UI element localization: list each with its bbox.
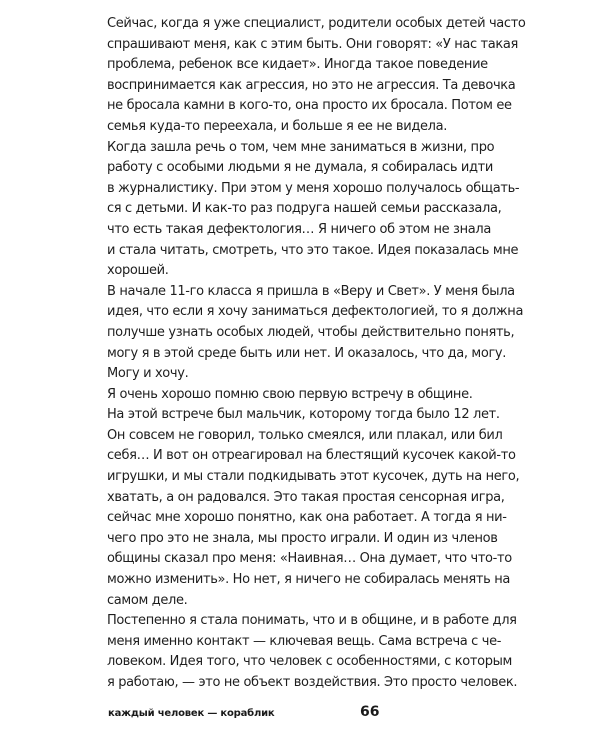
text-line: воспринимается как агрессия, но это не агрессия. Та девочка <box>107 77 516 93</box>
text-line: Я очень хорошо помню свою первую встречу в общине. <box>107 386 473 402</box>
text-line: чего про это не знала, мы просто играли. И один из членов <box>107 530 498 546</box>
text-line: самом деле. <box>107 592 188 608</box>
text-line: не бросала камни в кого-то, она просто их бросала. Потом ее <box>107 98 512 114</box>
text-line: В начале 11-го класса я пришла в «Веру и Свет». У меня была <box>107 283 515 299</box>
text-line: Могу и хочу. <box>107 366 189 382</box>
text-line: ся с детьми. И как-то раз подруга нашей семьи рассказала, <box>107 201 502 217</box>
text-line: Постепенно я стала понимать, что и в общине, и в работе для <box>107 613 517 629</box>
page-number: 66 <box>360 704 380 720</box>
text-line: Он совсем не говорил, только смеялся, или плакал, или бил <box>107 427 503 443</box>
text-line: На этой встрече был мальчик, которому тогда было 12 лет. <box>107 407 500 423</box>
text-line: идея, что если я хочу заниматься дефектологией, то я должна <box>107 304 524 320</box>
running-title: каждый человек — кораблик <box>108 708 275 719</box>
text-line: в журналистику. При этом у меня хорошо получалось общать- <box>107 180 520 196</box>
text-line: Сейчас, когда я уже специалист, родители особых детей часто <box>107 16 526 31</box>
text-line: работу с особыми людьми я не думала, я собиралась идти <box>107 160 493 176</box>
text-line: хорошей. <box>107 263 169 279</box>
text-line: общины сказал про меня: «Наивная… Она думает, что что-то <box>107 551 512 567</box>
text-line: семья куда-то переехала, и больше я ее не видела. <box>107 118 447 134</box>
text-line: можно изменить». Но нет, я ничего не собиралась менять на <box>107 572 510 588</box>
text-line: хватать, а он радовался. Это такая простая сенсорная игра, <box>107 489 505 505</box>
text-line: меня именно контакт — ключевая вещь. Сама встреча с че- <box>107 633 502 649</box>
text-line: Когда зашла речь о том, чем мне заниматься в жизни, про <box>107 139 495 155</box>
text-line: и стала читать, смотреть, что это такое. Идея показалась мне <box>107 242 519 258</box>
text-line: проблема, ребенок все кидает». Иногда такое поведение <box>107 57 488 73</box>
text-line: могу я в этой среде быть или нет. И оказалось, что да, могу. <box>107 345 507 361</box>
text-line: ловеком. Идея того, что человек с особенностями, с которым <box>107 654 512 670</box>
body-text <box>107 14 526 694</box>
text-line: сейчас мне хорошо понятно, как она работает. А тогда я ни- <box>107 510 507 526</box>
text-line: я работаю, — это не объект воздействия. Это просто человек. <box>107 675 518 690</box>
page-footer <box>0 704 600 726</box>
text-line: игрушки, и мы стали подкидывать этот кусочек, дуть на него, <box>107 469 520 485</box>
text-line: что есть такая дефектология… Я ничего об этом не знала <box>107 221 491 237</box>
text-line: спрашивают меня, как с этим быть. Они говорят: «У нас такая <box>107 36 518 52</box>
text-line: себя… И вот он отреагировал на блестящий кусочек какой-то <box>107 448 516 464</box>
text-line: получше узнать особых людей, чтобы действительно понять, <box>107 324 515 340</box>
